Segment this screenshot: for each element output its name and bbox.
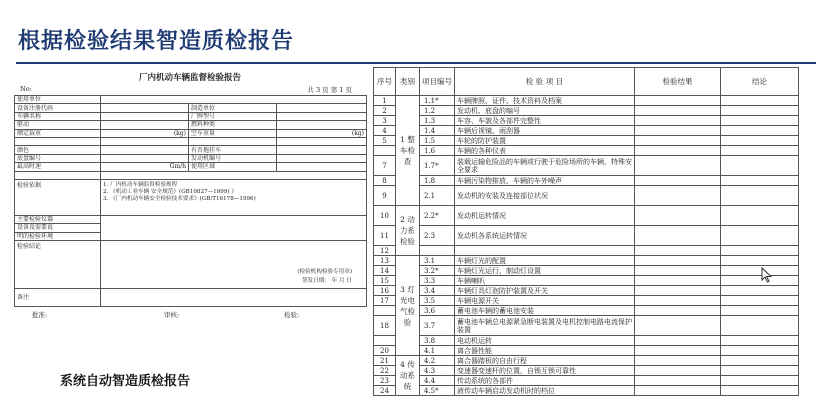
table-row [374,306,799,316]
conclusion-cell [721,286,799,296]
field-value [277,121,367,129]
item-code: 3.6 [420,306,455,316]
item-code: 3.8 [420,336,455,346]
result-cell [635,96,721,106]
row-number [374,336,396,346]
report-number-line [14,83,366,95]
field-value: (kg) [101,129,189,137]
item-name: 车辆污染物排放，车辆的车外噪声 [455,176,635,186]
result-cell [635,176,721,186]
remark-row [15,289,367,307]
header-result: 检验结果 [635,68,721,96]
item-name: 车辆的各种仪表 [455,146,635,156]
basis-line: 2. 《机动工业车辆 安全规范》(GB10827—1999) 》 [103,188,237,195]
info-row [15,121,367,129]
row-number: 2 [374,106,396,116]
table-row [374,286,799,296]
conclusion-row [15,241,367,289]
category-cell: 1 整车检查 [396,96,420,206]
result-cell [635,336,721,346]
item-name [455,246,635,256]
row-number: 15 [374,276,396,286]
field-label [189,137,277,145]
item-name: 装载运输危险品的车辆或行驶于危险场所的车辆，特殊安全要求 [455,156,635,176]
table-row [374,356,799,366]
item-code: 1.2 [420,106,455,116]
table-row [374,116,799,126]
item-name: 传动系统的各部件 [455,376,635,386]
row-number: 17 [374,296,396,306]
row-number: 4 [374,126,396,136]
table-row [374,256,799,266]
title-divider [16,62,816,64]
conclusion-cell [721,346,799,356]
row-number: 3 [374,116,396,126]
row-number: 10 [374,206,396,226]
item-name: 车辆灯具灯泡防护装置及开关 [455,286,635,296]
info-row [15,146,367,154]
result-cell [635,386,721,396]
review-label: 审核: [164,311,180,320]
instrument-value [101,215,367,240]
item-code [420,246,455,256]
field-value [101,112,189,120]
conclusion-cell [721,226,799,246]
result-cell [635,226,721,246]
result-cell [635,256,721,266]
item-code: 4.4 [420,376,455,386]
header-seq: 序号 [374,68,396,96]
report-number-label: No: [20,85,32,93]
basis-content [101,179,367,215]
header-category: 类别 [396,68,420,96]
item-name: 车辆牌照、证件、技术资料及档案 [455,96,635,106]
table-row [374,246,799,256]
field-label: 有否拖挂车 [189,146,277,154]
report-title: 厂内机动车辆监督检验报告 [138,73,241,83]
item-code: 3.3 [420,276,455,286]
item-code: 4.2 [420,356,455,366]
table-row [374,226,799,246]
conclusion-cell [721,336,799,346]
caption: 系统自动智造质检报告 [60,374,191,389]
conclusion-cell [721,156,799,176]
conclusion-cell [721,266,799,276]
conclusion-cell [721,376,799,386]
field-label: 额定载重 [15,129,101,137]
item-name: 离合器踏板的自由行程 [455,356,635,366]
row-number [374,146,396,156]
field-value [101,104,189,112]
item-code: 3.1 [420,256,455,266]
field-label: 驱动 [15,121,101,129]
row-number: 24 [374,386,396,396]
header-conclusion: 结论 [721,68,799,96]
item-name: 车辆后视镜、雨刮器 [455,126,635,136]
item-code: 3.4 [420,286,455,296]
row-number: 5 [374,136,396,146]
field-value [277,137,367,145]
table-row [374,206,799,226]
row-number: 8 [374,176,396,186]
info-row [15,129,367,137]
page-info: 共 3 页 第 1 页 [307,86,352,94]
field-label: 燃料种类 [189,121,277,129]
field-value [277,104,367,112]
field-value [277,163,367,171]
conclusion-cell [721,146,799,156]
table-row [374,96,799,106]
basis-label: 检验依据 [15,179,101,215]
category-cell: 4 传动系统 [396,356,420,396]
field-value [277,112,367,120]
result-cell [635,206,721,226]
field-value: Gm/h [101,163,189,171]
conclusion-cell [721,276,799,286]
row-number: 9 [374,186,396,206]
result-cell [635,186,721,206]
conclusion-cell [721,176,799,186]
info-row [15,96,367,104]
header-item-code: 项目编号 [420,68,455,96]
mouse-cursor-icon [761,267,773,283]
table-row [374,386,799,396]
field-label: 底盘编号 [15,154,101,162]
result-cell [635,106,721,116]
info-row [15,104,367,112]
item-name: 发动机的安装及连接部位状况 [455,186,635,206]
field-label: 最高时速 [15,163,101,171]
conclusion-cell [721,316,799,336]
info-row [15,171,367,179]
field-value [101,171,367,179]
table-row [374,186,799,206]
item-name: 蓄电池车辆总电源紧急断电装置及电机控制电路电流保护装置 [455,316,635,336]
issue-date: 签发日期： 年 月 日 [301,278,353,285]
item-code: 2.2* [420,206,455,226]
result-cell [635,116,721,126]
item-name: 车辆电源开关 [455,296,635,306]
field-label: 颜色 [15,146,101,154]
signature-row [14,307,366,321]
conclusion-cell [721,386,799,396]
result-cell [635,296,721,306]
conclusion-cell [721,126,799,136]
table-row [374,376,799,386]
stamp-note: (检验机构检验专用章) [297,269,353,276]
conclusion-cell [721,366,799,376]
item-name: 车辆喇叭 [455,276,635,286]
row-number: 12 [374,246,396,256]
table-row [374,346,799,356]
item-code: 2.1 [420,186,455,206]
item-name: 发动机运转情况 [455,206,635,226]
field-label: 厂牌型号 [189,112,277,120]
conclusion-label: 检验结论 [15,241,101,289]
field-value [101,137,189,145]
field-label: 制造单位 [189,104,277,112]
remark-label: 备注 [15,289,101,307]
instrument-label: 主要检验仪器 [15,215,101,223]
field-label: 使用单位 [15,96,101,104]
field-value [101,146,189,154]
item-name: 发动机各系统运转情况 [455,226,635,246]
field-label: 发动机编号 [189,154,277,162]
result-cell [635,246,721,256]
field-label: 空车重量 [189,129,277,137]
instrument-label: 明的检验环境 [15,232,101,240]
conclusion-cell [721,116,799,126]
field-label [15,137,101,145]
row-number: 21 [374,356,396,366]
category-cell: 2 动力系检验 [396,206,420,256]
conclusion-cell [721,106,799,116]
item-code: 1.3 [420,116,455,126]
field-label: 使用区域 [189,163,277,171]
row-number: 16 [374,286,396,296]
item-code: 3.5 [420,296,455,306]
result-cell [635,156,721,176]
remark-value [101,289,367,307]
row-number: 22 [374,366,396,376]
item-name: 蓄电池车辆的蓄电池安装 [455,306,635,316]
item-name: 变速器变速杆的位置，自锁互锁可靠性 [455,366,635,376]
field-value [101,121,189,129]
table-row [374,126,799,136]
item-code: 1.5 [420,136,455,146]
row-number: 1 [374,96,396,106]
result-cell [635,306,721,316]
conclusion-content [101,241,367,289]
conclusion-cell [721,306,799,316]
inspection-report-form [14,67,366,352]
conclusion-cell [721,356,799,366]
result-cell [635,356,721,366]
item-code: 3.2* [420,266,455,276]
result-cell [635,286,721,296]
table-row [374,106,799,116]
result-cell [635,376,721,386]
info-row [15,137,367,145]
table-row [374,176,799,186]
table-row [374,266,799,276]
result-cell [635,136,721,146]
result-cell [635,266,721,276]
conclusion-cell [721,246,799,256]
row-number: 11 [374,226,396,246]
item-name: 车容、车貌及各部件完整性 [455,116,635,126]
conclusion-cell [721,296,799,306]
field-value [277,146,367,154]
field-value [101,96,367,104]
conclusion-cell [721,96,799,106]
table-row [374,146,799,156]
result-cell [635,276,721,286]
basis-row [15,179,367,215]
item-name: 发动机、底盘的编号 [455,106,635,116]
item-code: 3.7 [420,316,455,336]
result-cell [635,346,721,356]
table-row [374,366,799,376]
field-value: (kg) [277,129,367,137]
row-number: 14 [374,266,396,276]
item-name: 车辆灯光运行，制动灯设置 [455,266,635,276]
info-row [15,163,367,171]
basis-line: 1. 厂内机动车辆监督检验规程 [103,181,178,188]
slide-title: 根据检验结果智造质检报告 [18,29,295,54]
field-value [101,154,189,162]
category-cell: 3 灯光电气检验 [396,256,420,356]
approve-label: 批准: [32,311,48,320]
info-row [15,112,367,120]
row-number: 20 [374,346,396,356]
instrument-label: 设备及需要说 [15,224,101,232]
item-code: 4.1 [420,346,455,356]
info-row [15,154,367,162]
item-code: 4.3 [420,366,455,376]
field-label: 设备注册代码 [15,104,101,112]
inspect-label: 检验: [284,311,300,320]
vehicle-info-table [14,95,367,307]
table-row [374,136,799,146]
conclusion-cell [721,256,799,266]
item-name: 电动机运转 [455,336,635,346]
field-label: 车辆名称 [15,112,101,120]
result-cell [635,316,721,336]
item-name: 离合器性能 [455,346,635,356]
field-value [277,154,367,162]
item-name: 车轮的防护装置 [455,136,635,146]
table-row [374,296,799,306]
row-number: 23 [374,376,396,386]
item-code: 1.6 [420,146,455,156]
table-header-row [374,68,799,96]
item-code: 1.1* [420,96,455,106]
row-number: 13 [374,256,396,266]
item-code: 4.5* [420,386,455,396]
table-row [374,276,799,286]
row-number: 18 [374,316,396,336]
row-number [374,306,396,316]
header-item: 检 验 项 目 [455,68,635,96]
instrument-row [15,215,367,223]
conclusion-cell [721,136,799,146]
result-cell [635,366,721,376]
table-row [374,156,799,176]
result-cell [635,126,721,136]
conclusion-cell [721,206,799,226]
conclusion-cell [721,186,799,206]
item-name: 车辆灯光的配置 [455,256,635,266]
field-label [15,171,101,179]
result-cell [635,146,721,156]
item-code: 2.3 [420,226,455,246]
basis-line: 3. 《厂内机动车辆安全检验技术要求》(GB/T16178—1996) [103,195,256,202]
table-row [374,316,799,336]
inspection-items-table [373,67,799,396]
item-code: 1.4 [420,126,455,136]
table-row [374,336,799,346]
item-name: 液传动车辆启动发动机时的档位 [455,386,635,396]
item-code: 1.8 [420,176,455,186]
row-number: 7 [374,156,396,176]
item-code: 1.7* [420,156,455,176]
